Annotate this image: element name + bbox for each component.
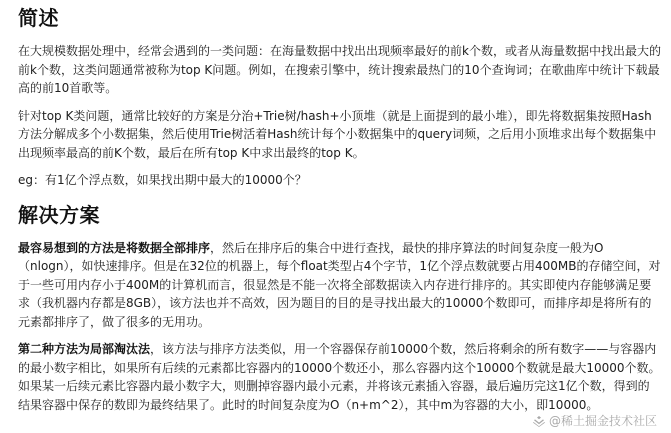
solution-1-body: ，然后在排序后的集合中进行查找，最快的排序算法的时间复杂度一般为O（nlogn），如快速排序。但是在32位的机器上，每个float类型占4个字节，1亿个浮点数就要占用400MB的存储空间，对于一些可用内存小于400M的计算机而言，很显然是不能一次将全部数据读入内存进行排序的。其实即使内存能够满足要求（我机器内存都是8GB），该方法也并不高效，因为题目的目的是寻找出最大的10000个数即可，而排序却是将所有的元素都排序了，做了很多的无用功。 <box>18 240 661 329</box>
intro-example: eg：有1亿个浮点数，如果找出期中最大的10000个？ <box>18 173 307 187</box>
solution-2-body: ，该方法与排序方法类似，用一个容器保存前10000个数，然后将剩余的所有数字——与容器内的最小数字相比，如果所有后续的元素都比容器内的10000个数还小，那么容器内这个10000个数就是最大10000个数。如果某一后续元素比容器内最小数字大，则删掉容器内最小元素，并将该元素插入容器，最后遍历完这1亿个数，得到的结果容器中保存的数即为最终结果了。此时的时间复杂度为O（n+m^2），其中m为容器的大小，即10000。 <box>18 342 661 412</box>
solution-paragraph-1 <box>18 239 661 332</box>
intro-paragraph-1: 在大规模数据处理中，经常会遇到的一类问题：在海量数据中找出出现频率最好的前k个数，或者从海量数据中找出最大的前k个数，这类问题通常被称为top K问题。例如，在搜索引擎中，统计搜索最热门的10个查询词；在歌曲库中统计下载最高的前10首歌等。 <box>18 44 661 95</box>
section-heading-intro: 简述 <box>18 6 59 30</box>
watermark-text: @稀土掘金技术社区 <box>548 414 657 428</box>
intro-paragraph-2: 针对top K类问题，通常比较好的方案是分治+Trie树/hash+小顶堆（就是上面提到的最小堆），即先将数据集按照Hash方法分解成多个小数据集，然后使用Trie树活着Hash统计每个小数据集中的query词频，之后用小顶堆求出每个数据集中出现频率最高的前K个数，最后在所有top K中求出最终的top K。 <box>18 108 657 160</box>
solution-2-lead: 第二种方法为局部淘汰法 <box>18 342 151 356</box>
section-heading-solution: 解决方案 <box>18 202 100 227</box>
solution-paragraph-2 <box>18 340 661 414</box>
solution-1-lead: 最容易想到的方法是将数据全部排序 <box>18 240 211 255</box>
